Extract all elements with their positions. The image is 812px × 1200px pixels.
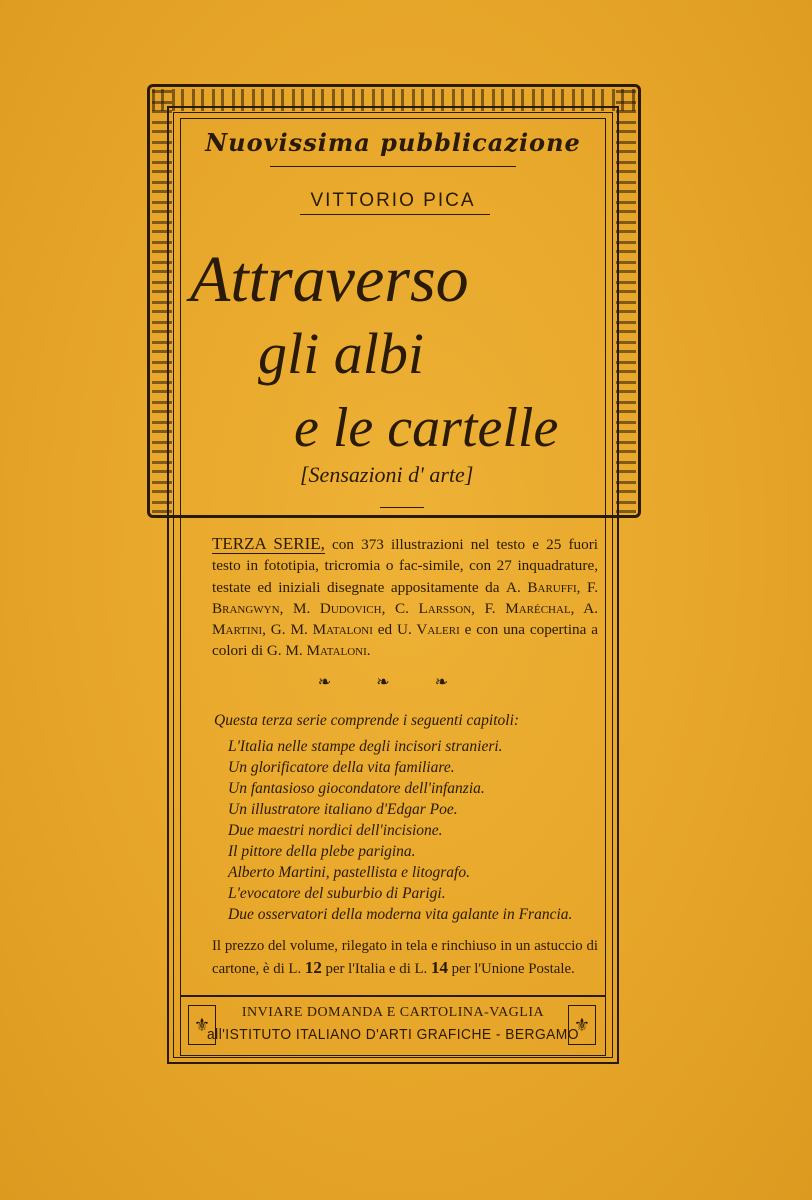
title-line-2: gli albi (258, 321, 424, 386)
header-rule (270, 166, 516, 167)
chapter-title: Alberto Martini, pastellista e litografo. (228, 864, 470, 881)
artist-mataloni: G. M. Mataloni. (266, 642, 371, 660)
series-label: TERZA SERIE, (212, 534, 325, 553)
price-italy: 12 (304, 958, 322, 977)
description-text: con 373 illustrazioni nel testo e 25 fuori testo in fototipia, tricromia o fac-simile, con 27 inquadrature, testate ed iniziali disegnate appositamente da (212, 536, 598, 596)
series-description (212, 533, 598, 662)
author-rule (300, 214, 490, 215)
description-text: e con una copertina a colori di (212, 621, 599, 660)
price-text: per l'Unione Postale. (447, 961, 575, 977)
chapter-title: Due osservatori della moderna vita galante in Francia. (228, 906, 573, 923)
artist-valeri: U. Valeri (397, 621, 460, 639)
chapters-intro: Questa terza serie comprende i seguenti capitoli: (214, 712, 520, 729)
ornamental-band-right (616, 89, 636, 513)
subtitle: [Sensazioni d' arte] (300, 462, 474, 487)
title-line-3: e le cartelle (294, 397, 559, 459)
chapter-title: Un glorificatore della vita familiare. (228, 759, 455, 776)
shield-icon: ⚜ (573, 1014, 591, 1036)
chapter-title: Un fantasioso giocondatore dell'infanzia. (228, 780, 485, 797)
header-label: Nuovissima pubblicazione (205, 128, 581, 157)
chapter-title: L'evocatore del suburbio di Parigi. (228, 885, 446, 902)
chapter-title: L'Italia nelle stampe degli incisori stranieri. (228, 738, 503, 755)
artists-list: A. Baruffi, F. Brangwyn, M. Dudovich, C. Larsson, F. Maréchal, A. Martini, G. M. Mataloni (212, 578, 598, 639)
author-name: VITTORIO PICA (310, 190, 476, 211)
price-notice (212, 936, 598, 980)
price-text: Il prezzo del volume, rilegato in tela e rinchiuso in un astuccio di cartone, è di L. (212, 938, 598, 977)
chapter-title: Un illustratore italiano d'Edgar Poe. (228, 801, 458, 818)
chapter-title: Il pittore della plebe parigina. (228, 843, 416, 860)
price-text: per l'Italia e di L. (321, 961, 431, 977)
footer-line-1: INVIARE DOMANDA E CARTOLINA-VAGLIA (241, 1005, 545, 1020)
footer-line-2: all'ISTITUTO ITALIANO D'ARTI GRAFICHE - BERGAMO (207, 1026, 579, 1043)
chapter-title: Due maestri nordici dell'incisione. (228, 822, 443, 839)
subtitle-rule (380, 507, 424, 508)
title-line-1: Attraverso (190, 243, 469, 316)
price-postal-union: 14 (430, 958, 448, 977)
description-text: ed (372, 621, 398, 639)
shield-icon: ⚜ (193, 1014, 211, 1036)
leaf-ornaments: ❧ ❧ ❧ (317, 672, 469, 691)
